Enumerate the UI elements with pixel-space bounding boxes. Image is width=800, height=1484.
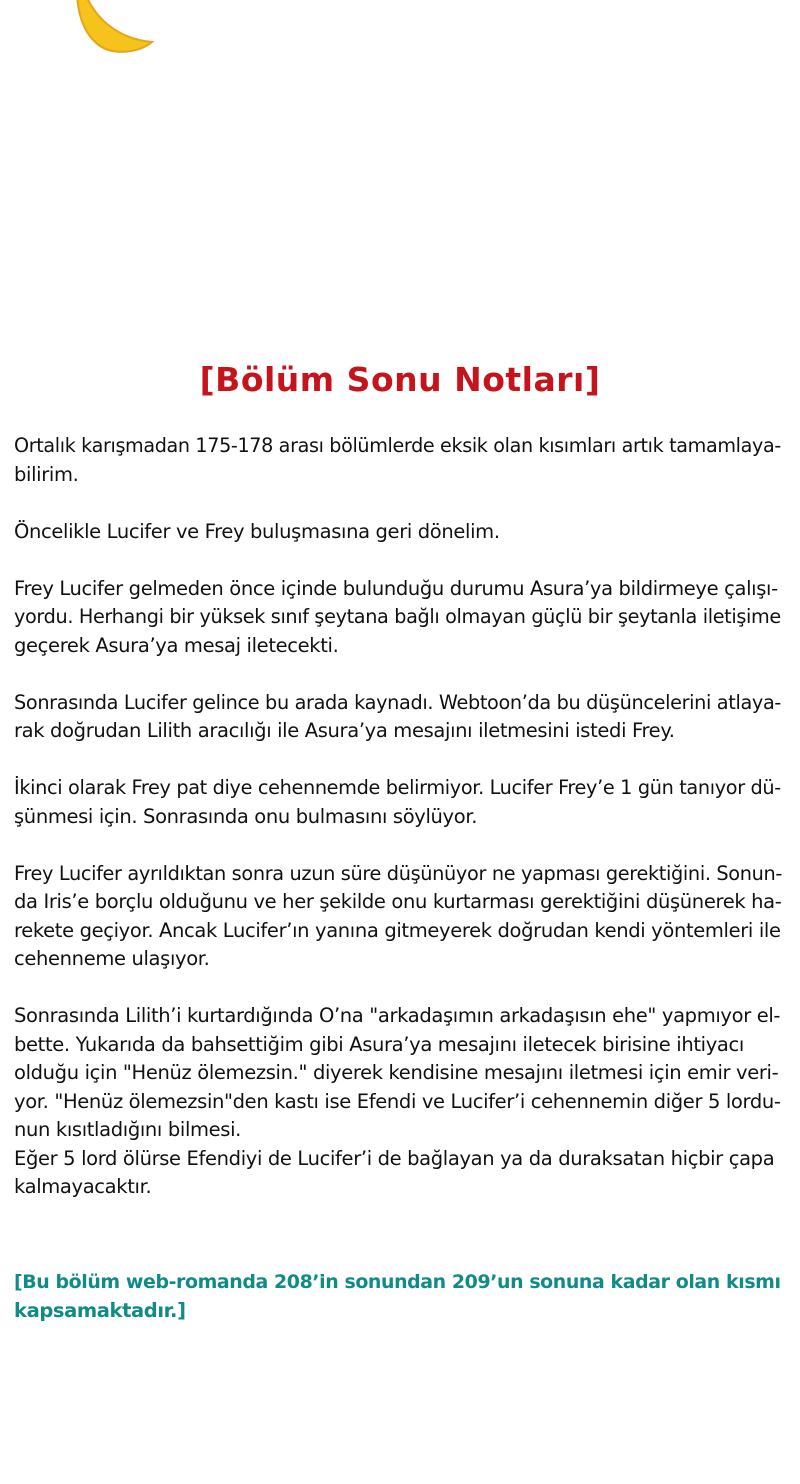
text-line: Eğer 5 lord ölürse Efendiyi de Lucifer’i de bağlayan ya da duraksatan hiçbir çapa [14,1146,775,1170]
text-line: Ortalık karışmadan 175-178 arası bölümlerde eksik olan kısımları artık tamamlaya- [14,434,781,457]
notes-body [14,432,786,1230]
page-title: [Bölüm Sonu Notları] [199,360,601,399]
text-line: rekete geçiyor. Ancak Lucifer’ın yanına gitmeyerek doğrudan kendi yöntemleri ile [14,918,781,942]
paragraph [14,432,786,489]
chapter-source-note [14,1268,786,1325]
text-line: Frey Lucifer ayrıldıktan sonra uzun süre düşünüyor ne yapması gerektiğini. Sonun- [14,861,783,885]
text-line: yor. "Henüz ölemezsin"den kastı ise Efendi ve Lucifer’i cehennemin diğer 5 lordu- [14,1089,781,1113]
paragraph [14,774,786,831]
paragraph [14,518,786,547]
text-line: rak doğrudan Lilith aracılığı ile Asura’ya mesajını iletmesini istedi Frey. [14,719,675,742]
text-line: Sonrasında Lilith’i kurtardığında O’na "arkadaşımın arkadaşısın ehe" yapmıyor el- [14,1004,781,1027]
paragraph [14,860,786,974]
text-line: da Iris’e borçlu olduğunu ve her şekilde onu kurtarması gerektiğini düşünerek ha- [14,890,782,913]
paragraph [14,575,786,661]
paragraph [14,1002,786,1202]
text-line: Sonrasında Lucifer gelince bu arada kaynadı. Webtoon’da bu düşüncelerini atlaya- [14,690,782,714]
text-line: olduğu için "Henüz ölemezsin." diyerek kendisine mesajını iletmesi için emir veri- [14,1061,779,1084]
text-line: Frey Lucifer gelmeden önce içinde bulunduğu durumu Asura’ya bildirmeye çalışı- [14,576,778,600]
text-line: cehenneme ulaşıyor. [14,947,210,970]
text-line: Öncelikle Lucifer ve Frey buluşmasına geri dönelim. [14,519,500,543]
text-line: bilirim. [14,462,79,486]
text-line: şünmesi için. Sonrasında onu bulmasını söylüyor. [14,804,478,828]
text-line: bette. Yukarıda da bahsettiğim gibi Asura’ya mesajını iletecek birisine ihtiyacı [14,1032,744,1056]
text-line: İkinci olarak Frey pat diye cehennemde belirmiyor. Lucifer Frey’e 1 gün tanıyor dü- [14,776,781,799]
note-line: [Bu bölüm web-romanda 208’in sonundan 209’un sonuna kadar olan kısmı [14,1271,781,1293]
text-line: nun kısıtladığını bilmesi. [14,1118,242,1141]
note-line: kapsamaktadır.] [14,1298,186,1322]
text-line: kalmayacaktır. [14,1175,152,1198]
text-line: yordu. Herhangi bir yüksek sınıf şeytana bağlı olmayan güçlü bir şeytanla iletişime [14,605,781,628]
text-line: geçerek Asura’ya mesaj iletecekti. [14,633,339,657]
paragraph [14,689,786,746]
crescent-moon-icon [60,0,160,60]
